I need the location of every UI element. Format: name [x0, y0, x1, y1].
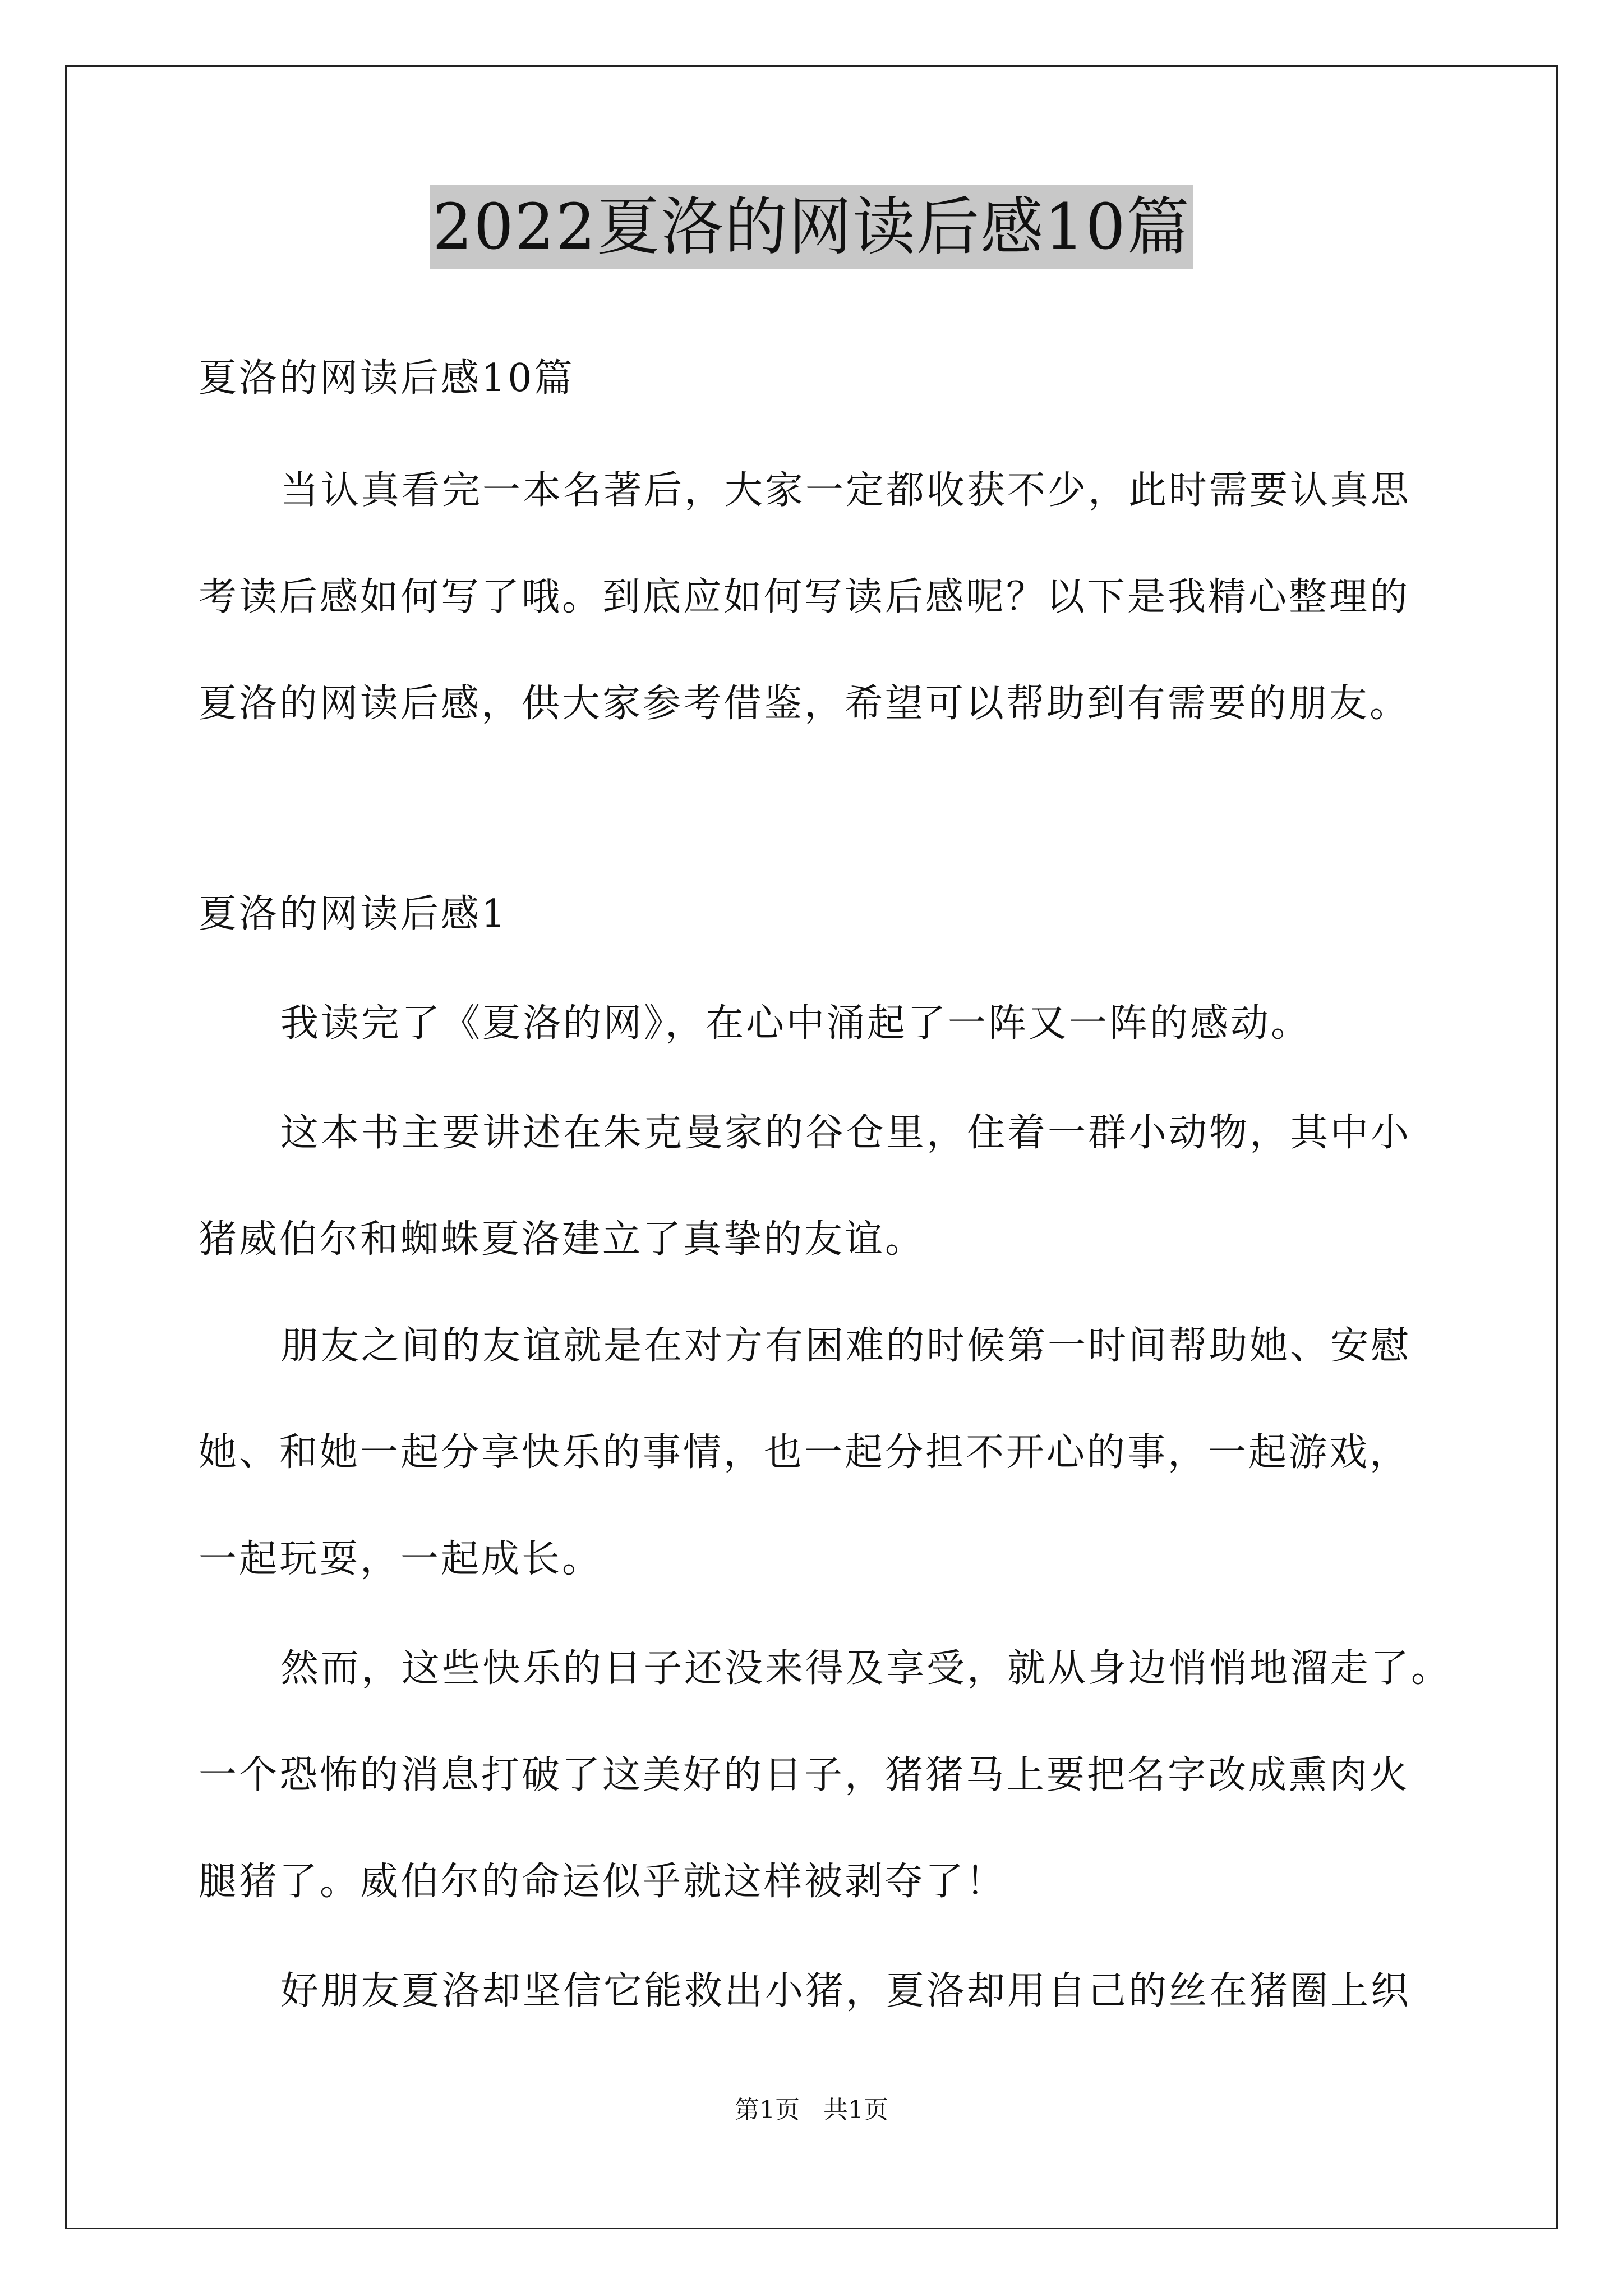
- body-line-10: 好朋友夏洛却坚信它能救出小猪，夏洛却用自己的丝在猪圈上织: [280, 1969, 1412, 2013]
- body-line-1: 我读完了《夏洛的网》，在心中涌起了一阵又一阵的感动。: [280, 1001, 1312, 1046]
- intro-line-1: 当认真看完一本名著后，大家一定都收获不少，此时需要认真思: [280, 468, 1412, 513]
- page-footer: 第1页 共1页: [735, 2096, 888, 2124]
- body-line-3: 猪威伯尔和蜘蛛夏洛建立了真挚的友谊。: [199, 1217, 926, 1262]
- body-line-8: 一个恐怖的消息打破了这美好的日子，猪猪马上要把名字改成熏肉火: [199, 1753, 1410, 1797]
- body-line-9: 腿猪了。威伯尔的命运似乎就这样被剥夺了！: [199, 1860, 1007, 1904]
- title-container: [0, 185, 1623, 269]
- body-line-6: 一起玩耍，一起成长。: [199, 1537, 603, 1581]
- intro-line-2: 考读后感如何写了哦。到底应如何写读后感呢？以下是我精心整理的: [199, 575, 1410, 619]
- document-subtitle: 夏洛的网读后感10篇: [199, 356, 575, 401]
- section-heading: 夏洛的网读后感1: [199, 892, 508, 936]
- body-line-5: 她、和她一起分享快乐的事情，也一起分担不开心的事，一起游戏，: [199, 1430, 1410, 1475]
- body-line-2: 这本书主要讲述在朱克曼家的谷仓里，住着一群小动物，其中小: [280, 1111, 1412, 1155]
- body-line-7: 然而，这些快乐的日子还没来得及享受，就从身边悄悄地溜走了。: [280, 1646, 1452, 1691]
- body-line-4: 朋友之间的友谊就是在对方有困难的时候第一时间帮助她、安慰: [280, 1324, 1412, 1368]
- intro-line-3: 夏洛的网读后感，供大家参考借鉴，希望可以帮助到有需要的朋友。: [199, 682, 1410, 726]
- document-title: 2022夏洛的网读后感10篇: [430, 185, 1193, 269]
